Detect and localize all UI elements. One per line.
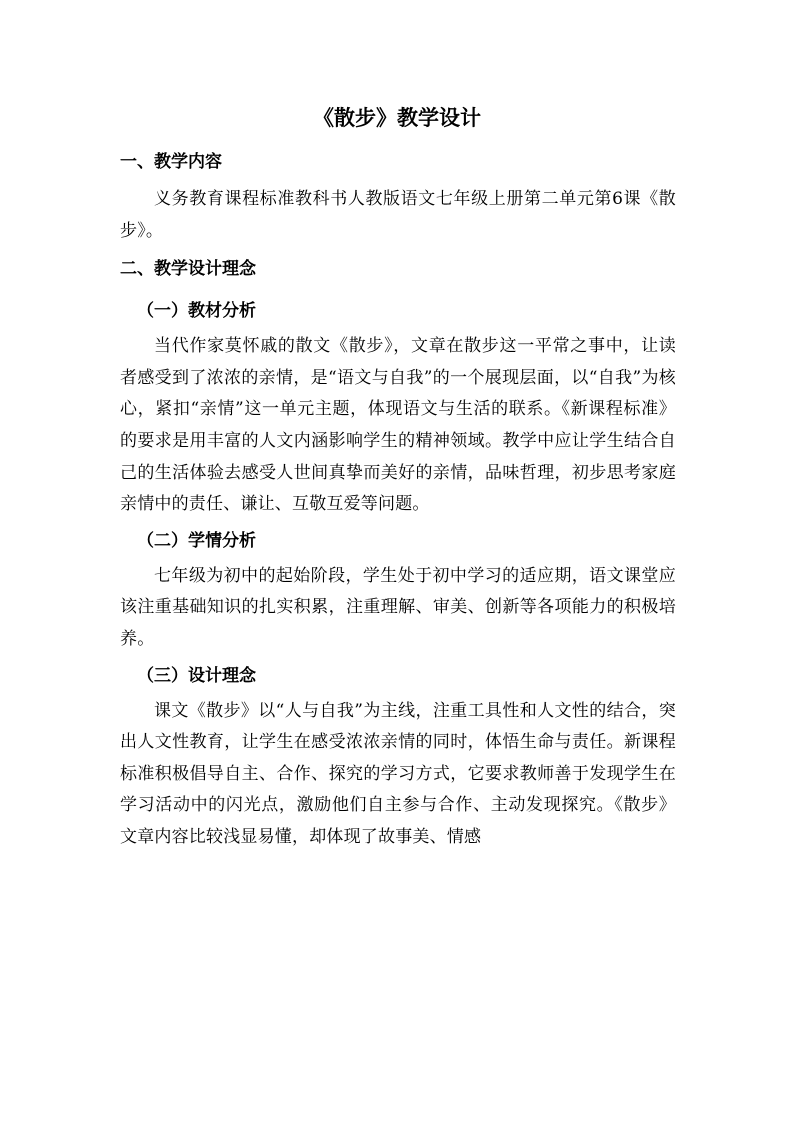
document-body bbox=[120, 144, 676, 854]
document-title: 《散步》教学设计 bbox=[313, 105, 481, 130]
section-heading-teaching-content: 一、教学内容 bbox=[120, 152, 222, 172]
subsection-heading-textbook-analysis: （一）教材分析 bbox=[137, 301, 256, 322]
paragraph-design-philosophy: 课文《散步》以“人与自我”为主线，注重工具性和人文性的结合，突出人文性教育，让学生在感受浓浓亲情的同时，体悟生命与责任。新课程标准积极倡导自主、合作、探究的学习方式，它要求教师善于发现学生在学习活动中的闪光点，激励他们自主参与合作、主动发现探究。《散步》文章内容比较浅显易懂，却体现了故事美、情感 bbox=[120, 700, 676, 847]
section-heading-design-concept: 二、教学设计理念 bbox=[120, 259, 256, 280]
subsection-heading-student-analysis: （二）学情分析 bbox=[137, 530, 256, 551]
paragraph-textbook-analysis: 当代作家莫怀戚的散文《散步》，文章在散步这一平常之事中，让读者感受到了浓浓的亲情，是“语文与自我”的一个展现层面，以“自我”为核心，紧扣“亲情”这一单元主题，体现语文与生活的联系。《新课程标准》的要求是用丰富的人文内涵影响学生的精神领域。教学中应让学生结合自己的生活体验去感受人世间真挚而美好的亲情，品味哲理，初步思考家庭亲情中的责任、谦让、互敬互爱等问题。 bbox=[120, 336, 676, 515]
paragraph-student-analysis: 七年级为初中的起始阶段，学生处于初中学习的适应期，语文课堂应该注重基础知识的扎实积累，注重理解、审美、创新等各项能力的积极培养。 bbox=[120, 565, 676, 649]
subsection-heading-design-philosophy: （三）设计理念 bbox=[137, 665, 256, 686]
paragraph-teaching-content: 义务教育课程标准教科书人教版语文七年级上册第二单元第6课《散步》。 bbox=[120, 189, 676, 241]
